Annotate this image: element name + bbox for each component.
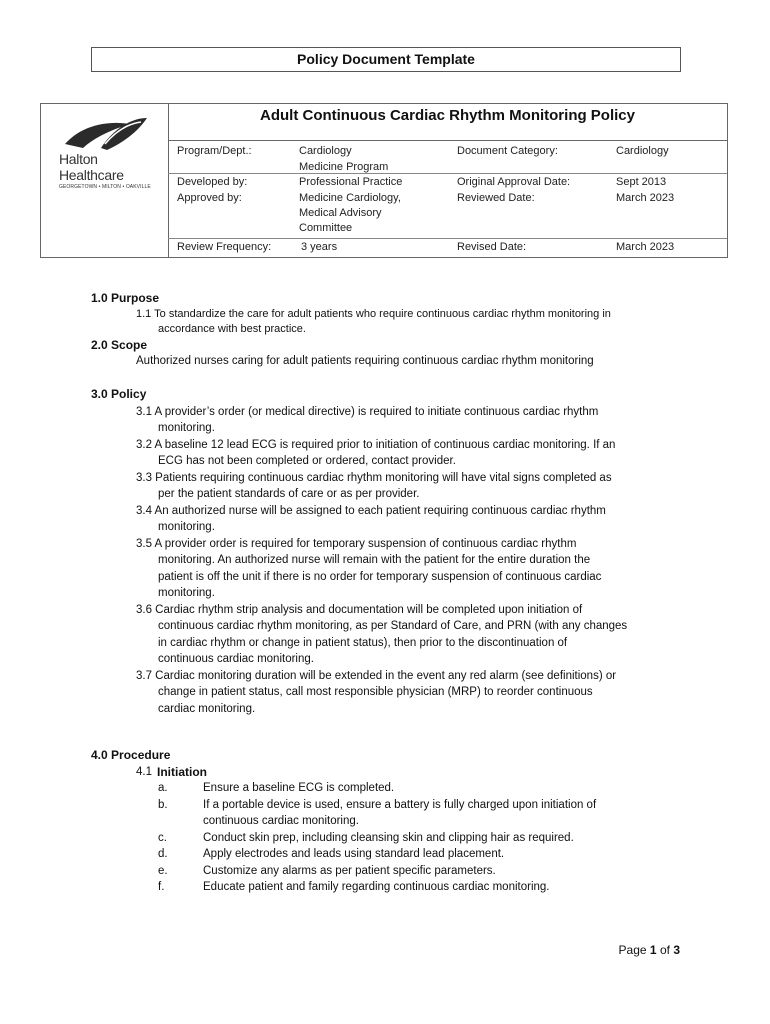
policy-line: 3.5 A provider order is required for temporary suspension of continuous cardiac rhythm [136, 538, 577, 550]
revised-label: Revised Date: [457, 241, 527, 253]
original-approval-label: Original Approval Date: [457, 176, 571, 188]
policy-line: change in patient status, call most responsible physician (MRP) to reorder continuous [158, 686, 593, 698]
policy-line: continuous cardiac monitoring. [158, 653, 314, 665]
policy-line: 3.2 A baseline 12 lead ECG is required prior to initiation of continuous cardiac monitoring. If an [136, 439, 616, 451]
program-label: Program/Dept.: [177, 145, 252, 157]
page-number [619, 943, 680, 957]
developed-label: Developed by: [177, 176, 248, 188]
procedure-item-text: Customize any alarms as per patient specific parameters. [203, 865, 496, 877]
policy-line: monitoring. [158, 521, 215, 533]
policy-title: Adult Continuous Cardiac Rhythm Monitoring Policy [168, 104, 727, 141]
policy-line: patient is off the unit if there is no order for temporary suspension of continuous cardiac [158, 571, 602, 583]
procedure-item-text: Ensure a baseline ECG is completed. [203, 782, 395, 794]
row-divider [168, 173, 727, 174]
reviewed-label: Reviewed Date: [457, 192, 535, 204]
review-frequency-label: Review Frequency: [177, 241, 272, 253]
procedure-item-letter: e. [158, 865, 168, 877]
procedure-item-letter: f. [158, 881, 165, 893]
logo-locations: GEORGETOWN • MILTON • OAKVILLE [59, 184, 151, 190]
policy-line: per the patient standards of care or as per provider. [158, 488, 420, 500]
policy-line: 3.7 Cardiac monitoring duration will be extended in the event any red alarm (see definitions) or [136, 670, 617, 682]
logo-wordmark-line1: Halton [59, 151, 98, 167]
program-value-2: Medicine Program [299, 161, 389, 173]
approved-value-1: Medicine Cardiology, [299, 192, 401, 204]
purpose-line-2: accordance with best practice. [158, 323, 306, 335]
policy-line: 3.1 A provider’s order (or medical directive) is required to initiate continuous cardiac rhythm [136, 406, 599, 418]
program-value-1: Cardiology [299, 145, 352, 157]
policy-heading: 3.0 Policy [91, 387, 147, 401]
policy-line: monitoring. An authorized nurse will remain with the patient for the entire duration the [158, 554, 591, 566]
developed-value: Professional Practice [299, 176, 403, 188]
approved-value-3: Committee [299, 222, 353, 234]
approved-label: Approved by: [177, 192, 242, 204]
page-current: 1 [649, 943, 657, 957]
policy-line: in cardiac rhythm or change in patient status), then prior to the discontinuation of [158, 637, 568, 649]
review-frequency-value: 3 years [301, 241, 338, 253]
halton-leaf-logo-icon [61, 114, 151, 154]
procedure-subsection-number: 4.1 [136, 766, 152, 778]
scope-line-1: Authorized nurses caring for adult patients requiring continuous cardiac rhythm monitoring [136, 355, 594, 367]
purpose-line-1: 1.1 To standardize the care for adult patients who require continuous cardiac rhythm monitoring in [136, 308, 611, 320]
revised-value: March 2023 [616, 241, 675, 253]
policy-line: monitoring. [158, 422, 215, 434]
category-label: Document Category: [457, 145, 558, 157]
original-approval-value: Sept 2013 [616, 176, 667, 188]
logo-wordmark-line2: Healthcare [59, 167, 124, 183]
procedure-item-text: Apply electrodes and leads using standard lead placement. [203, 848, 505, 860]
procedure-item-text: Conduct skin prep, including cleansing skin and clipping hair as required. [203, 832, 574, 844]
procedure-heading: 4.0 Procedure [91, 748, 171, 762]
policy-line: continuous cardiac rhythm monitoring, as per Standard of Care, and PRN (with any changes [158, 620, 628, 632]
policy-header-table [40, 103, 728, 258]
policy-line: cardiac monitoring. [158, 703, 256, 715]
policy-line: 3.6 Cardiac rhythm strip analysis and documentation will be completed upon initiation of [136, 604, 583, 616]
purpose-heading: 1.0 Purpose [91, 291, 160, 305]
template-banner: Policy Document Template [91, 47, 681, 72]
policy-line: ECG has not been completed or ordered, contact provider. [158, 455, 456, 467]
procedure-item-text: Educate patient and family regarding continuous cardiac monitoring. [203, 881, 550, 893]
page-total: 3 [673, 943, 680, 957]
procedure-subsection-label: Initiation [157, 765, 207, 779]
policy-line: monitoring. [158, 587, 215, 599]
page-word: Page [618, 943, 647, 957]
procedure-item-text: continuous cardiac monitoring. [203, 815, 359, 827]
page-of-word: of [659, 943, 670, 957]
procedure-item-letter: d. [158, 848, 168, 860]
procedure-item-letter: b. [158, 799, 168, 811]
policy-line: 3.3 Patients requiring continuous cardiac rhythm monitoring will have vital signs completed as [136, 472, 612, 484]
policy-line: 3.4 An authorized nurse will be assigned to each patient requiring continuous cardiac rhythm [136, 505, 606, 517]
scope-heading: 2.0 Scope [91, 338, 148, 352]
category-value: Cardiology [616, 145, 669, 157]
row-divider [168, 238, 727, 239]
approved-value-2: Medical Advisory [299, 207, 382, 219]
procedure-item-letter: c. [158, 832, 167, 844]
procedure-item-text: If a portable device is used, ensure a battery is fully charged upon initiation of [203, 799, 597, 811]
reviewed-value: March 2023 [616, 192, 675, 204]
logo-cell [41, 104, 169, 257]
procedure-item-letter: a. [158, 782, 168, 794]
